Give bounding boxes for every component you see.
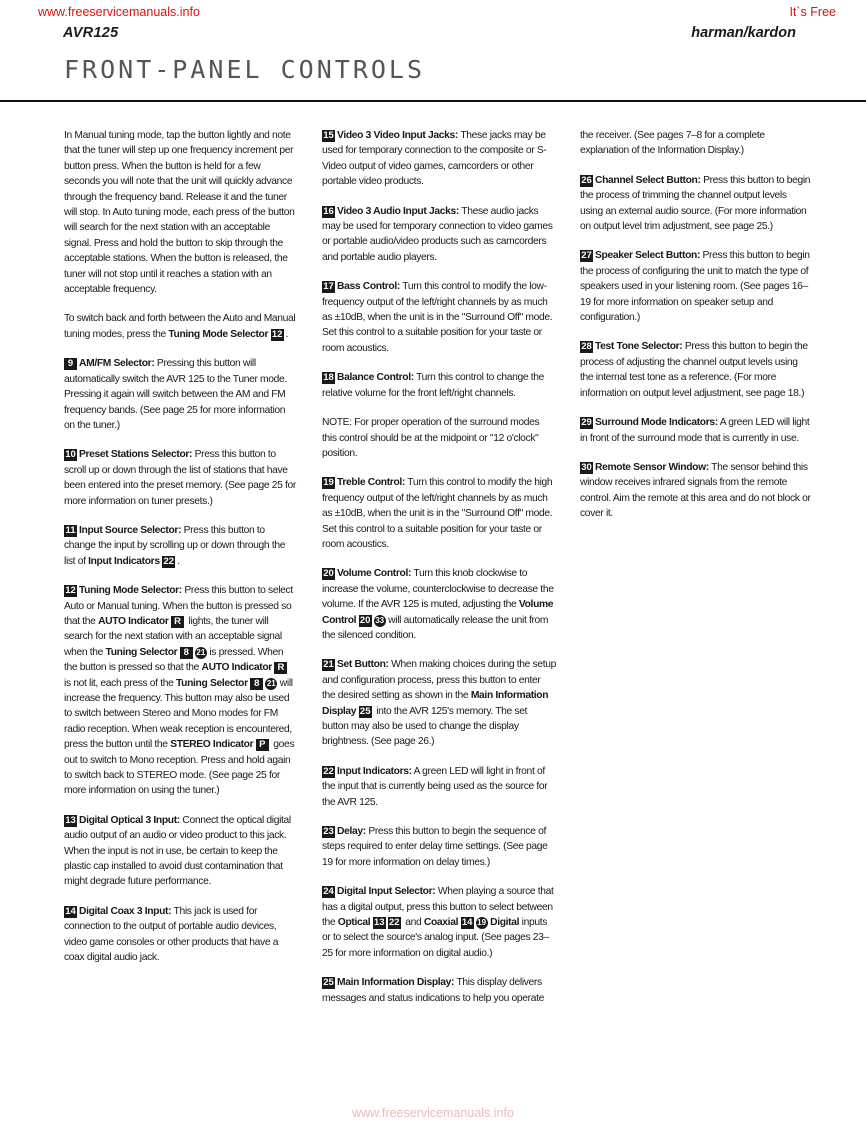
item-surround-mode-indicators: 29 Surround Mode Indicators: A green LED will light in front of the surround mode that is currently in use. bbox=[580, 417, 810, 444]
item-number-badge: 13 bbox=[65, 814, 76, 826]
header-rule bbox=[0, 100, 866, 102]
item-bass-control: 17 Bass Control: Turn this control to modify the low-frequency output of the left/right channels by as much as ±10dB, when the unit is in the "Surround Off" mode. Set this control to a suitable position for your taste or room acoustics. bbox=[322, 281, 553, 354]
ref-badge: 8 bbox=[180, 647, 193, 659]
ref-badge: 8 bbox=[250, 678, 263, 690]
item-volume-control: 20 Volume Control: Turn this knob clockwise to increase the volume, counterclockwise to decrease the volume. If the AVR 125 is muted, adjusting the Volume Control 20 33 will automatically release the unit from the silenced condition. bbox=[322, 568, 554, 641]
text-column-1 bbox=[64, 128, 297, 980]
text-column-2 bbox=[322, 128, 556, 1020]
ref-badge: P bbox=[256, 739, 269, 751]
item-number-badge: 20 bbox=[323, 568, 334, 580]
item-digital-input-selector: 24 Digital Input Selector: When playing a source that has a digital output, press this button to select between the Optical 13 22 and Coaxial 14 19 Digital inputs or to select the source's analog input. (See pages 23–25 for more information on digital audio.) bbox=[322, 886, 554, 959]
item-number-badge: 28 bbox=[581, 341, 592, 353]
item-number-badge: 19 bbox=[323, 477, 334, 489]
item-main-information-display: 25 Main Information Display: This display delivers messages and status indications to help you operate bbox=[322, 977, 544, 1004]
item-set-button: 21 Set Button: When making choices during the setup and configuration process, press this button to enter the desired setting as shown in the Main Information Display 25 into the AVR 125's memory. The set button may also be used to change the display brightness. (See page 26.) bbox=[322, 659, 556, 748]
ref-circle-badge: 33 bbox=[375, 615, 385, 625]
item-input-indicators: 22 Input Indicators: A green LED will light in front of the input that is currently being used as the source for the AVR 125. bbox=[322, 765, 548, 808]
ref-circle-badge: 21 bbox=[266, 678, 276, 688]
item-number-badge: 29 bbox=[581, 417, 592, 429]
ref-badge: 22 bbox=[163, 555, 175, 567]
item-channel-select-button: 26 Channel Select Button: Press this button to begin the process of trimming the channel output levels using an external audio source. (For more information on output level trim adjustment, see page 25.) bbox=[580, 174, 811, 233]
item-am-fm-selector: 9 AM/FM Selector: Pressing this button will automatically switch the AVR 125 to the Tuner mode. Pressing it again will switch between the AM and FM frequency bands. (See page 25 for more information on the tuner.) bbox=[64, 358, 287, 431]
item-number-badge: 23 bbox=[323, 826, 334, 838]
item-number-badge: 16 bbox=[323, 205, 334, 217]
watermark-bottom[interactable]: www.freeservicemanuals.info bbox=[352, 1106, 514, 1120]
paragraph-continued: the receiver. (See pages 7–8 for a complete explanation of the Information Display.) bbox=[580, 130, 765, 157]
item-preset-stations-selector: 10 Preset Stations Selector: Press this button to scroll up or down through the list of stations that have been entered into the preset memory. (See page 25 for more information on tuner presets.) bbox=[64, 449, 296, 507]
item-number-badge: 14 bbox=[65, 905, 76, 917]
item-number-badge: 27 bbox=[581, 250, 592, 262]
ref-circle-badge: 21 bbox=[196, 647, 206, 657]
item-video3-audio-jacks: 16 Video 3 Audio Input Jacks: These audio jacks may be used for temporary connection to video games or portable audio/video products such as camcorders and portable audio players. bbox=[322, 205, 553, 263]
item-digital-coax-input: 14 Digital Coax 3 Input: This jack is used for connection to the output of portable audio devices, video game consoles or other products that have a coax digital audio jack. bbox=[64, 905, 279, 964]
page-title: FRONT-PANEL CONTROLS bbox=[64, 55, 426, 84]
item-input-source-selector: 11 Input Source Selector: Press this button to change the input by scrolling up or down through the list of Input Indicators 22 . bbox=[64, 524, 286, 567]
paragraph-auto-manual: To switch back and forth between the Auto and Manual tuning modes, press the Tuning Mode Selector 12 . bbox=[64, 313, 296, 340]
item-number-badge: 10 bbox=[65, 449, 76, 461]
item-balance-control: 18 Balance Control: Turn this control to change the relative volume for the front left/right channels. bbox=[322, 372, 544, 399]
item-number-badge: 24 bbox=[323, 886, 334, 898]
item-delay: 23 Delay: Press this button to begin the sequence of steps required to enter delay time settings. (See page 19 for more information on delay times.) bbox=[322, 826, 548, 868]
item-number-badge: 17 bbox=[323, 281, 334, 293]
ref-badge: R bbox=[171, 616, 184, 628]
item-number-badge: 22 bbox=[323, 765, 334, 777]
item-tuning-mode-selector: 12 Tuning Mode Selector: Press this button to select Auto or Manual tuning. When the button is pressed so that the AUTO Indicator R lights, the tuner will search for the next station with an acceptable signal when the Tuning Selector 8 21 is pressed. When the button is pressed so that the AUTO Indicator R is not lit, each press of the Tuning Selector 8 21 will increase the frequency. This button may also be used to switch between Stereo and Mono modes for FM radio reception. When weak reception is encountered, press the button until the STEREO Indicator P goes out to switch to Mono reception. Press and hold again to switch back to STEREO mode. (See page 25 for more information on using the tuner.) bbox=[64, 585, 295, 797]
ref-circle-badge: 19 bbox=[477, 918, 487, 928]
item-number-badge: 30 bbox=[581, 461, 592, 473]
model-name: AVR125 bbox=[63, 25, 119, 41]
ref-badge: 20 bbox=[359, 614, 371, 626]
ref-badge: 22 bbox=[388, 917, 400, 929]
watermark-top-right: It`s Free bbox=[789, 5, 836, 19]
ref-badge: 12 bbox=[271, 328, 283, 340]
item-speaker-select-button: 27 Speaker Select Button: Press this button to begin the process of configuring the unit to match the type of speakers used in your listening room. (See pages 16–19 for more information on speaker setup and configuration.) bbox=[580, 250, 810, 324]
item-number-badge: 11 bbox=[65, 524, 76, 536]
ref-badge: 25 bbox=[359, 705, 371, 717]
item-remote-sensor-window: 30 Remote Sensor Window: The sensor behind this window receives infrared signals from the remote control. Aim the remote at this area and do not block or cover it. bbox=[580, 461, 811, 520]
item-number-badge: 26 bbox=[581, 174, 592, 186]
item-number-badge: 18 bbox=[323, 372, 334, 384]
item-test-tone-selector: 28 Test Tone Selector: Press this button to begin the process of adjusting the channel output levels using the internal test tone as a reference. (For more information on output level adjustment, see page 18.) bbox=[580, 341, 808, 399]
brand-logo: harman/kardon bbox=[691, 25, 796, 41]
item-digital-optical-input: 13 Digital Optical 3 Input: Connect the optical digital audio output of an audio or video product to this jack. When the input is not in use, be certain to keep the plastic cap installed to avoid dust contamination that might degrade future performance. bbox=[64, 814, 291, 888]
item-number-badge: 9 bbox=[64, 358, 77, 370]
ref-badge: 13 bbox=[373, 917, 385, 929]
item-number-badge: 15 bbox=[323, 130, 334, 141]
watermark-top-left[interactable]: www.freeservicemanuals.info bbox=[38, 5, 200, 19]
item-treble-control: 19 Treble Control: Turn this control to modify the high frequency output of the left/right channels by as much as ±10dB, when the unit is in the "Surround Off" mode. Set this control to a suitable position for your taste or room acoustics. bbox=[322, 477, 553, 550]
text-column-3 bbox=[580, 128, 812, 536]
item-video3-video-jacks: 15 Video 3 Video Input Jacks: These jacks may be used for temporary connection to the composite or S-Video output of video games, camcorders or other portable video products. bbox=[322, 130, 547, 188]
item-number-badge: 12 bbox=[65, 585, 76, 597]
item-number-badge: 25 bbox=[323, 977, 334, 989]
item-number-badge: 21 bbox=[323, 659, 334, 671]
note-paragraph: NOTE: For proper operation of the surround modes this control should be at the midpoint or "12 o'clock" position. bbox=[322, 417, 540, 459]
paragraph-tuning-mode: In Manual tuning mode, tap the button lightly and note that the tuner will step up one frequency increment per button press. When the button is held for a few seconds you will note that the unit will quickly advance through the frequency band. Release it and the tuner will stop. In Auto tuning mode, each press of the button will search for the next station with an acceptable signal. Press and hold the button to skip through the acceptable stations. When the button is released, the tuner will not stop until it reaches a station with an acceptable frequency. bbox=[64, 130, 295, 296]
ref-badge: 14 bbox=[461, 917, 473, 929]
ref-badge: R bbox=[274, 662, 287, 674]
